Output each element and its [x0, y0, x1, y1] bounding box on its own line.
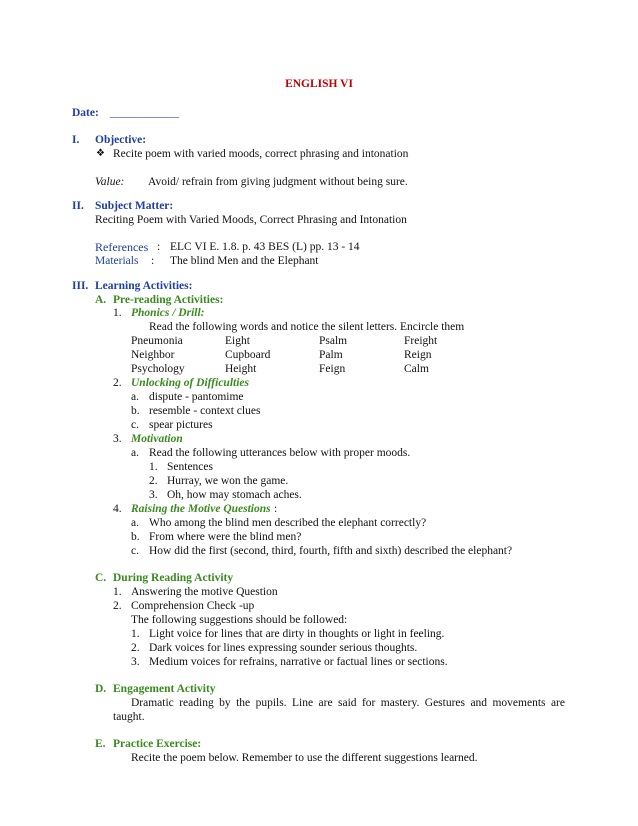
suggestion-3-text: Medium voices for refrains, narrative or factual lines or sections. [149, 656, 448, 668]
suggestion-1-text: Light voice for lines that are dirty in thoughts or light in feeling. [149, 628, 445, 640]
subsection-e-letter: E. [95, 738, 106, 750]
subsection-d-heading: Engagement Activity [113, 683, 216, 695]
item-1-number: 1. [113, 307, 122, 319]
date-label: Date: [72, 107, 99, 119]
item-4-title: Raising the Motive Questions [131, 503, 271, 515]
page-title: ENGLISH VI [285, 78, 353, 90]
c-item-2-text: Comprehension Check -up [131, 600, 255, 612]
section-3-number: III. [72, 280, 89, 292]
item-2-number: 2. [113, 377, 122, 389]
subsection-c-letter: C. [95, 572, 107, 584]
references-colon: : [157, 241, 161, 253]
c-item-2-number: 2. [113, 600, 122, 612]
phonics-instruction: Read the following words and notice the silent letters. Encircle them [149, 321, 465, 333]
word-r3-c2: Height [225, 363, 257, 375]
vocab-a-text: dispute - pantomime [149, 391, 244, 403]
question-a-letter: a. [131, 517, 139, 529]
suggestion-1-number: 1. [131, 628, 140, 640]
word-r2-c1: Neighbor [131, 349, 175, 361]
c-item-1-number: 1. [113, 586, 122, 598]
objective-text: Recite poem with varied moods, correct phrasing and intonation [113, 148, 409, 160]
question-c-text: How did the first (second, third, fourth, fifth and sixth) described the elephant? [149, 545, 513, 557]
suggestions-intro: The following suggestions should be followed: [131, 614, 348, 626]
section-1-number: I. [72, 134, 80, 146]
section-2-heading: Subject Matter: [95, 200, 174, 212]
subsection-a-letter: A. [95, 294, 107, 306]
engagement-text-line-1: Dramatic reading by the pupils. Line are said for mastery. Gestures and movements are [131, 697, 565, 709]
word-r3-c1: Psychology [131, 363, 185, 375]
utterance-2-number: 2. [149, 475, 158, 487]
vocab-c-text: spear pictures [149, 419, 213, 431]
subsection-a-heading: Pre-reading Activities: [113, 294, 224, 306]
word-r1-c1: Pneumonia [131, 335, 183, 347]
word-r2-c4: Reign [404, 349, 432, 361]
item-3-number: 3. [113, 433, 122, 445]
word-r1-c3: Psalm [319, 335, 348, 347]
bullet-diamond-icon: ❖ [96, 148, 105, 159]
word-r2-c3: Palm [319, 349, 343, 361]
vocab-a-letter: a. [131, 391, 139, 403]
question-a-text: Who among the blind men described the elephant correctly? [149, 517, 427, 529]
motivation-a-letter: a. [131, 447, 139, 459]
utterance-1-number: 1. [149, 461, 158, 473]
word-r3-c4: Calm [404, 363, 429, 375]
question-c-letter: c. [131, 545, 139, 557]
utterance-1-text: Sentences [167, 461, 213, 473]
item-2-title: Unlocking of Difficulties [131, 377, 249, 389]
c-item-1-text: Answering the motive Question [131, 586, 278, 598]
suggestion-2-number: 2. [131, 642, 140, 654]
motivation-a-text: Read the following utterances below with proper moods. [149, 447, 411, 459]
vocab-c-letter: c. [131, 419, 139, 431]
question-b-text: From where were the blind men? [149, 531, 302, 543]
word-r3-c3: Feign [319, 363, 346, 375]
value-text: Avoid/ refrain from giving judgment without being sure. [148, 176, 408, 188]
section-1-heading: Objective: [95, 134, 147, 146]
word-r1-c2: Eight [225, 335, 250, 347]
item-4-number: 4. [113, 503, 122, 515]
practice-text: Recite the poem below. Remember to use the different suggestions learned. [131, 752, 478, 764]
item-3-title: Motivation [131, 433, 183, 445]
subsection-d-letter: D. [95, 683, 107, 695]
word-r1-c4: Freight [404, 335, 438, 347]
item-4-colon: : [274, 503, 278, 515]
suggestion-2-text: Dark voices for lines expressing sounder serious thoughts. [149, 642, 418, 654]
item-1-title: Phonics / Drill: [131, 307, 205, 319]
materials-label: Materials [95, 255, 139, 267]
value-label: Value: [95, 176, 125, 188]
materials-colon: : [151, 255, 155, 267]
subsection-c-heading: During Reading Activity [113, 572, 234, 584]
subject-matter-text: Reciting Poem with Varied Moods, Correct Phrasing and Intonation [95, 214, 407, 226]
references-text: ELC VI E. 1.8. p. 43 BES (L) pp. 13 - 14 [170, 241, 360, 253]
question-b-letter: b. [131, 531, 140, 543]
utterance-2-text: Hurray, we won the game. [167, 475, 289, 487]
date-blank: ____________ [110, 107, 179, 119]
materials-text: The blind Men and the Elephant [170, 255, 319, 267]
references-label: References [95, 240, 149, 254]
section-3-heading: Learning Activities: [95, 280, 193, 292]
vocab-b-letter: b. [131, 405, 140, 417]
section-2-number: II. [72, 200, 84, 212]
subsection-e-heading: Practice Exercise: [113, 738, 202, 750]
engagement-text-line-2: taught. [113, 711, 145, 723]
utterance-3-number: 3. [149, 489, 158, 501]
word-r2-c2: Cupboard [225, 349, 271, 361]
suggestion-3-number: 3. [131, 656, 140, 668]
utterance-3-text: Oh, how may stomach aches. [167, 489, 302, 501]
vocab-b-text: resemble - context clues [149, 405, 261, 417]
